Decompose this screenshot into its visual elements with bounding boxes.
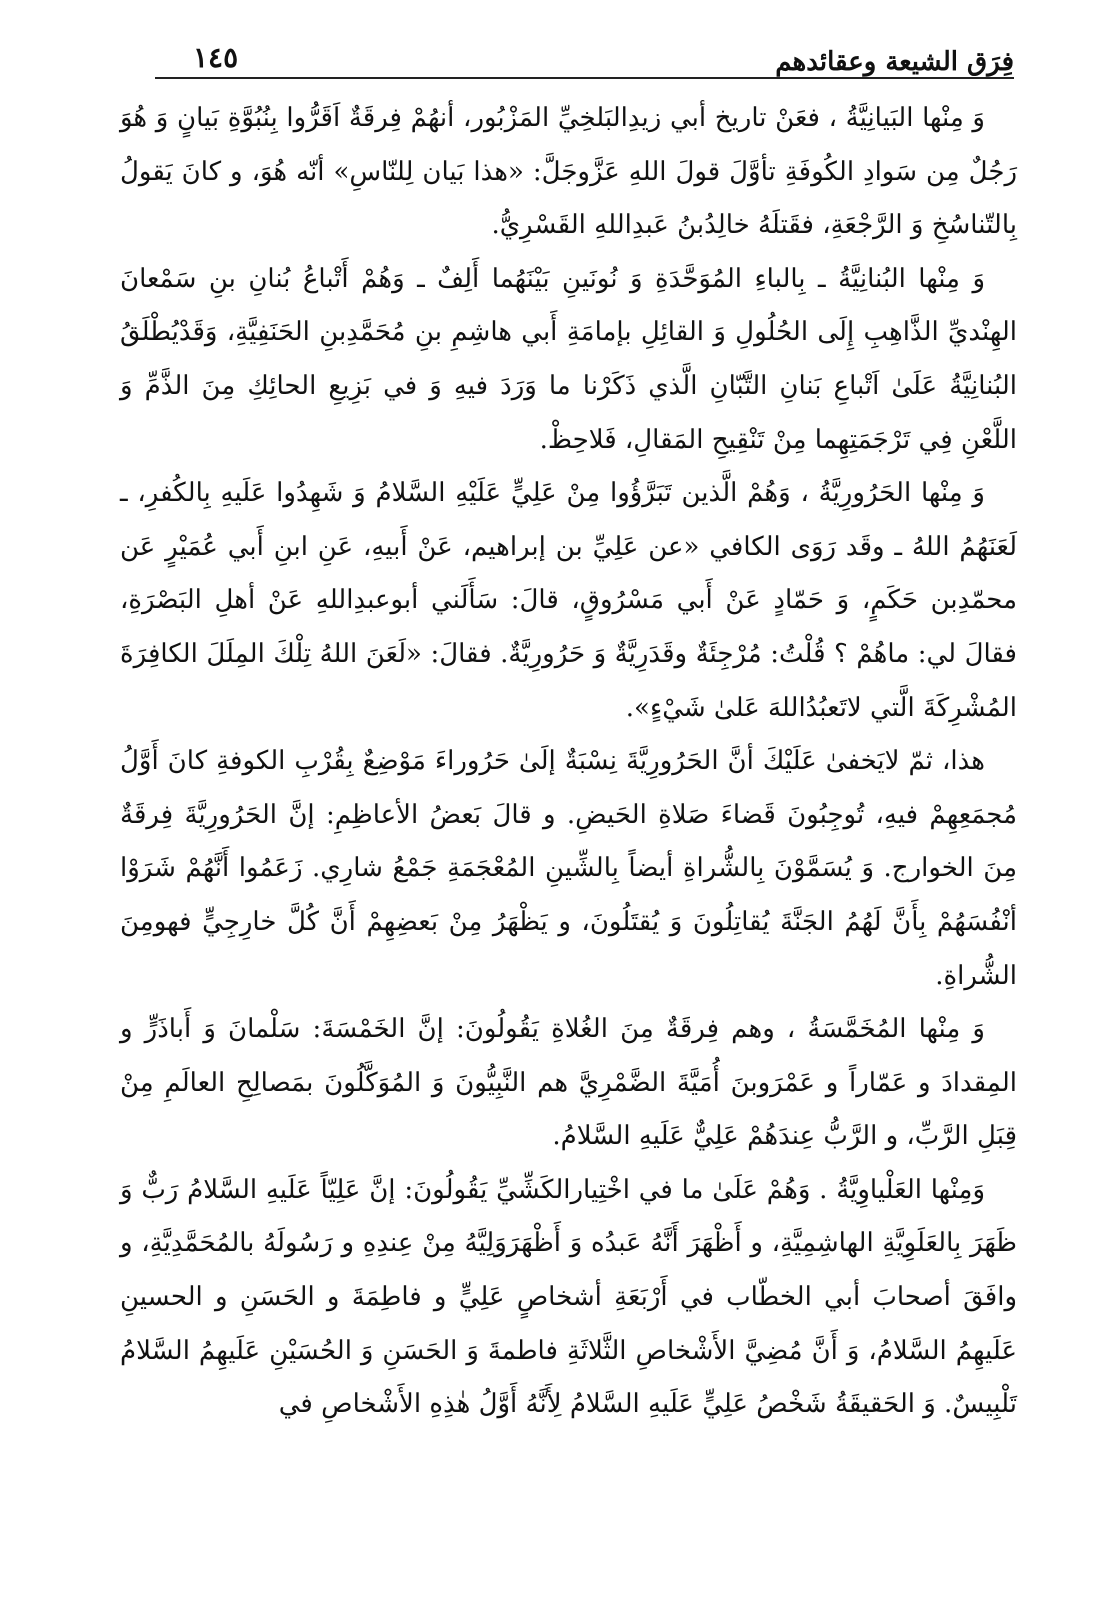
paragraph-haruriyya-note: هذا، ثمّ لايَخفىٰ عَلَيْكَ أنَّ الحَرُورِيَّةَ نِسْبَةٌ إلَىٰ حَرُوراءَ مَوْضِعٌ بِقُرْبِ الكوفةِ كانَ أَوَّلُ مُجمَعِهِمْ فيهِ، تُوجِبُونَ قَضاءَ صَلاةِ الحَيضِ. و قالَ بَعضُ الأعاظِمِ: إنَّ الحَرُورِيَّةَ فِرقَةٌ مِنَ الخوارج. وَ يُسَمَّوْنَ بِالشُّراةِ أيضاً بِالشِّينِ المُعْجَمَةِ جَمْعُ شارِي. زَعَمُوا أَنَّهُمْ شَرَوْا أنْفُسَهُمْ بِأَنَّ لَهُمُ الجَنَّةَ يُقاتِلُونَ وَ يُقتَلُونَ، و يَظْهَرُ مِنْ بَعضِهِمْ أَنَّ كُلَّ خارِجِيٍّ فهومِنَ الشُّراةِ. [120,746,1017,991]
running-title: فِرَق الشيعة وعقائدهم [775,47,1014,77]
page-number: ١٤٥ [193,41,239,74]
paragraph-bayaniyya: وَ مِنْها البَيانِيَّةُ ، فعَنْ تاريخ أبي زيدِالبَلخِيِّ المَزْبُور، أنهُمْ فِرقَةٌ اَقَرُّوا بِنُبُوَّةِ بَيانٍ وَ هُوَ رَجُلٌ مِن سَوادِ الكُوفَةِ تأوَّلَ قولَ اللهِ عَزَّوجَلَّ: «هذا بَيان لِلنّاسِ» أنّه هُوَ، و كانَ يَقولُ بِالتّناسُخِ وَ الرَّجْعَةِ، فقَتلَهُ خالِدُبنُ عَبدِاللهِ القَسْرِيُّ. [120,103,1017,241]
paragraph-haruriyya: وَ مِنْها الحَرُورِيَّةُ ، وَهُمْ الَّذين تَبَرَّؤُوا مِنْ عَلِيٍّ عَلَيْهِ السَّلامُ وَ شَهِدُوا عَلَيهِ بِالكُفرِ، ـ لَعَنَهُمُ اللهُ ـ وقَد رَوَى الكافي «عن عَلِيِّ بن إبراهيم، عَنْ أَبيهِ، عَنِ ابنِ أَبي عُمَيْرٍ عَن محمّدِبن حَكَمٍ، وَ حَمّادٍ عَنْ أَبي مَسْرُوقٍ، قالَ: سَأَلَني أبوعبدِاللهِ عَنْ أهلِ البَصْرَةِ، فقالَ لي: ماهُمْ ؟ قُلْتُ: مُرْجِئَةٌ وقَدَرِيَّةٌ وَ حَرُورِيَّةٌ. فقالَ: «لَعَنَ اللهُ تِلْكَ المِلَلَ الكافِرَةَ المُشْرِكَةَ الَّتي لاتَعبُدُاللهَ عَلىٰ شَيْءٍ». [120,478,1017,723]
paragraph-alyawiyya: وَمِنْها العَلْياوِيَّةُ . وَهُمْ عَلَىٰ ما في اخْتِيارالكَشِّيِّ يَقُولُونَ: إنَّ عَلِيّاً عَلَيهِ السَّلامُ رَبٌّ وَ ظَهَرَ بِالعَلَوِيَّةِ الهاشِمِيَّةِ، و أَظْهَرَ أَنَّهُ عَبدُه وَ أَظْهَرَوَلِيَّهُ مِنْ عِندِهِ و رَسُولَهُ بالمُحَمَّدِيَّةِ، و وافَقَ أصحابَ أبي الخطّاب في أَرْبَعَةِ أشخاصٍ عَلِيٍّ و فاطِمَةَ و الحَسَنِ و الحسينِ عَلَيهِمُ السَّلامُ، وَ أَنَّ مُضِيَّ الأَشْخاصِ الثَّلاثَةِ فاطمةَ وَ الحَسَنِ وَ الحُسَيْنِ عَلَيهِمُ السَّلامُ تَلْبِيسٌ. وَ الحَقيقَةُ شَخْصُ عَلِيٍّ عَلَيهِ السَّلامُ لِأَنَّهُ أَوَّلُ هٰذِهِ الأَشْخاصِ في [120,1174,1017,1420]
paragraph-bunaniyya: وَ مِنْها البُنانِيَّةُ ـ بِالباءِ المُوَحَّدَةِ وَ نُونَينِ بَيْنَهُما أَلِفٌ ـ وَهُمْ أَتْباعُ بُنانِ بنِ سَمْعانَ الهِنْديِّ الذَّاهِبِ إِلَى الحُلُولِ وَ القائِلِ بإمامَةِ أَبي هاشِمِ بنِ مُحَمَّدِبنِ الحَنَفِيَّةِ، وَقَدْيُطْلَقُ البُنانِيَّةُ عَلَىٰ اَتْباعِ بَنانِ التَّبّانِ الَّذي ذَكَرْنا ما وَرَدَ فيهِ وَ في بَزِيعِ الحائِكِ مِنَ الذَّمِّ وَ اللَّعْنِ فِي تَرْجَمَتِهِما مِنْ تَنْقِيحِ المَقالِ، فَلاحِظْ. [120,263,1017,455]
paragraph-mukhammasa: وَ مِنْها المُخَمَّسَةُ ، وهم فِرقَةٌ مِنَ الغُلاةِ يَقُولُونَ: إنَّ الخَمْسَةَ: سَلْمانَ وَ أَباذَرٍّ و المِقدادَ و عَمّاراً و عَمْرَوبنَ أُمَيَّةَ الضَّمْرِيَّ هم النَّبِيُّونَ وَ المُوَكَّلُونَ بمَصالِحِ العالَمِ مِنْ قِبَلِ الرَّبِّ، و الرَّبُّ عِندَهُمْ عَلِيٌّ عَلَيهِ السَّلامُ. [120,1014,1017,1152]
body-text [120,92,1017,1432]
header-rule [155,77,1014,79]
